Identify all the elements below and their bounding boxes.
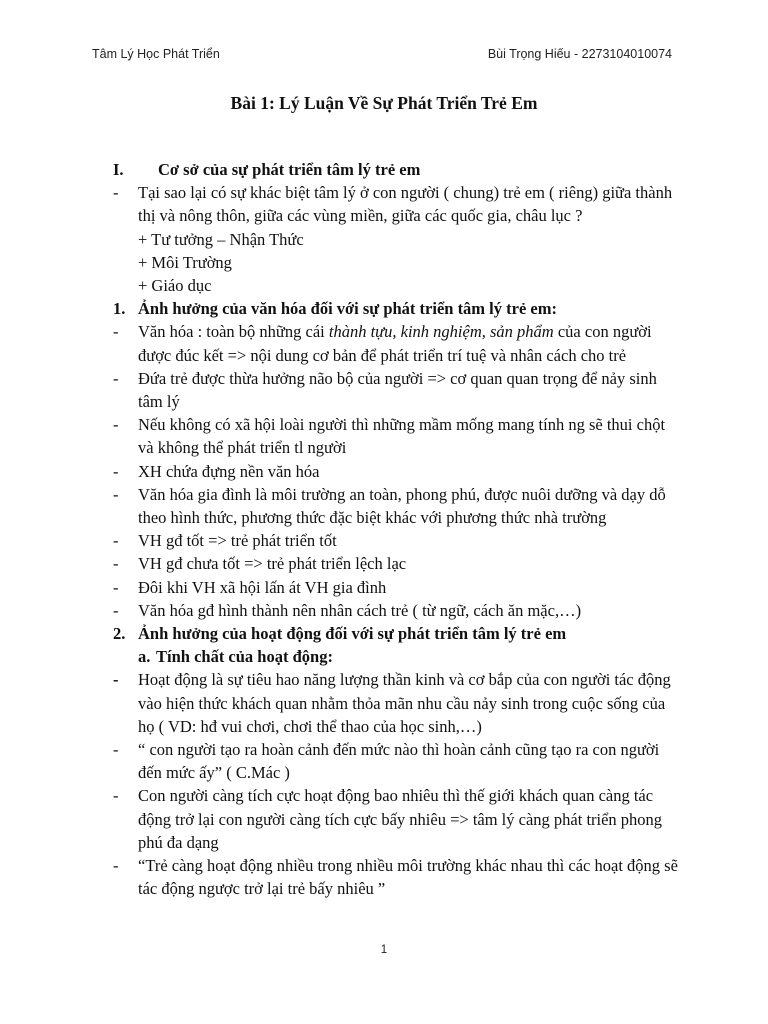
page-header bbox=[92, 47, 672, 61]
list-item bbox=[113, 599, 683, 622]
italic-text: thành tựu, kinh nghiệm, sản phẩm bbox=[328, 322, 554, 342]
bullet-marker: - bbox=[113, 600, 119, 620]
list-item-text: VH gđ tốt => trẻ phát triển tốt bbox=[138, 531, 337, 551]
list-item-text: Nếu không có xã hội loài người thì những mầm mống mang tính ng sẽ thui chột và không thể phát triển tl người bbox=[138, 415, 666, 458]
subsection-number: 2. bbox=[113, 624, 126, 644]
bullet-marker: - bbox=[113, 461, 119, 481]
list-item-text: Đôi khi VH xã hội lấn át VH gia đình bbox=[138, 577, 387, 597]
list-item-text: Hoạt động là sự tiêu hao năng lượng thần kinh và cơ bắp của con người tác động vào hiện thức khách quan nhằm thỏa mãn nhu cầu nảy sinh trong cuộc sống của họ ( VD: hđ vui chơi, chơi thể thao của học sinh,…) bbox=[138, 670, 671, 736]
section-number: I. bbox=[113, 160, 124, 179]
list-item bbox=[113, 181, 683, 227]
list-item bbox=[113, 413, 683, 459]
subsection-title: Ảnh hưởng của văn hóa đối với sự phát triển tâm lý trẻ em: bbox=[138, 299, 557, 319]
list-item-text: “Trẻ càng hoạt động nhiều trong nhiều môi trường khác nhau thì các hoạt động sẽ tác động ngược trở lại trẻ bấy nhiêu ” bbox=[138, 856, 678, 899]
list-item bbox=[113, 320, 683, 366]
list-item-text: “ con người tạo ra hoàn cảnh đến mức nào thì hoàn cảnh cũng tạo ra con người đến mức ấy” ( C.Mác ) bbox=[138, 740, 660, 783]
list-item-text: Văn hóa gia đình là môi trường an toàn, phong phú, được nuôi dưỡng và dạy dỗ theo hình thức, phương thức đặc biệt khác với phương thức nhà trường bbox=[138, 484, 666, 528]
sub-heading bbox=[113, 645, 683, 668]
header-course-title: Tâm Lý Học Phát Triển bbox=[92, 47, 220, 61]
bullet-marker: - bbox=[113, 786, 119, 806]
subsection-heading bbox=[113, 622, 683, 645]
list-item-text: XH chứa đựng nền văn hóa bbox=[138, 461, 320, 481]
document-title: Bài 1: Lý Luận Về Sự Phát Triển Trẻ Em bbox=[230, 93, 538, 113]
list-item-text: Tại sao lại có sự khác biệt tâm lý ở con người ( chung) trẻ em ( riêng) giữa thành thị và nông thôn, giữa các vùng miền, giữa các quốc gia, châu lục ? bbox=[138, 183, 673, 226]
subsection-title: Ảnh hưởng của hoạt động đối với sự phát triển tâm lý trẻ em bbox=[138, 624, 567, 644]
bullet-marker: - bbox=[113, 740, 119, 760]
list-item bbox=[113, 576, 683, 599]
list-item bbox=[113, 367, 683, 413]
section-title: Cơ sở của sự phát triển tâm lý trẻ em bbox=[158, 160, 421, 179]
bullet-marker: - bbox=[113, 415, 119, 435]
list-item-text: VH gđ chưa tốt => trẻ phát triển lệch lạc bbox=[138, 554, 407, 574]
sub-heading-title: Tính chất của hoạt động: bbox=[156, 647, 333, 667]
page-number: 1 bbox=[380, 944, 388, 956]
list-item-text bbox=[138, 320, 683, 366]
bullet-marker: - bbox=[113, 322, 119, 342]
bullet-marker: - bbox=[113, 484, 119, 504]
plus-item: + Giáo dục bbox=[138, 276, 212, 296]
list-item bbox=[113, 854, 683, 900]
bullet-marker: - bbox=[113, 183, 119, 203]
document-body bbox=[113, 158, 683, 901]
subsection-number: 1. bbox=[113, 299, 126, 319]
bullet-marker: - bbox=[113, 577, 119, 597]
subsection-heading bbox=[113, 297, 683, 320]
bullet-marker: - bbox=[113, 856, 119, 876]
list-item-text: Văn hóa gđ hình thành nên nhân cách trẻ ( từ ngữ, cách ăn mặc,…) bbox=[138, 600, 582, 620]
bullet-marker: - bbox=[113, 368, 119, 388]
bullet-marker: - bbox=[113, 531, 119, 551]
header-author: Bùi Trọng Hiếu - 2273104010074 bbox=[487, 47, 672, 61]
list-item bbox=[113, 483, 683, 529]
list-item-text: Đứa trẻ được thừa hưởng não bộ của người => cơ quan quan trọng để nảy sinh tâm lý bbox=[138, 368, 657, 412]
plus-item: + Tư tưởng – Nhận Thức bbox=[138, 229, 304, 249]
list-item bbox=[113, 668, 683, 738]
text-run: của con người được đúc kết => nội dung cơ bản để phát triển trí tuệ và nhân cách cho trẻ bbox=[138, 322, 652, 365]
plus-item: + Môi Trường bbox=[138, 252, 232, 272]
text-run: Văn hóa : toàn bộ những cái bbox=[138, 322, 329, 342]
list-item bbox=[113, 738, 683, 784]
list-item bbox=[113, 460, 683, 483]
list-item bbox=[113, 784, 683, 854]
bullet-marker: - bbox=[113, 670, 119, 690]
section-heading bbox=[113, 158, 683, 181]
list-item bbox=[113, 529, 683, 552]
list-item-text: Con người càng tích cực hoạt động bao nhiêu thì thế giới khách quan càng tác động trở lại con người càng tích cực bấy nhiêu => tâm lý càng phát triển phong phú đa dạng bbox=[138, 786, 663, 852]
list-item bbox=[113, 552, 683, 575]
sub-heading-letter: a. bbox=[138, 647, 151, 667]
bullet-marker: - bbox=[113, 554, 119, 574]
